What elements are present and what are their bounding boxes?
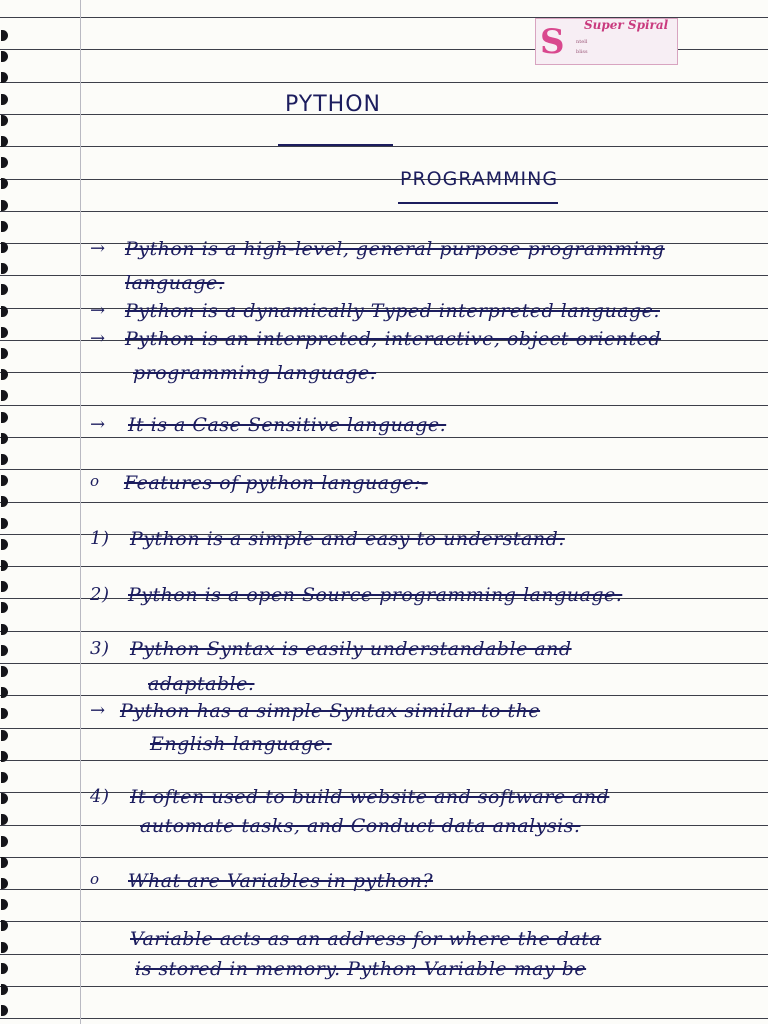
logo-line-1: ntell [576,39,588,45]
note-line: What are Variables in python? [128,870,434,892]
logo-line-2: bliss [576,49,588,55]
bullet-marker: → [90,414,106,435]
rule-line [0,211,768,212]
title-line-2: PROGRAMMING [400,168,559,190]
spiral-hole [1,30,8,41]
note-line: Variable acts as an address for where the data [130,928,602,950]
note-line: It often used to build website and software and [130,786,610,808]
spiral-hole [1,348,8,359]
spiral-hole [1,857,8,868]
bullet-marker: 2) [90,584,110,605]
note-line: adaptable. [148,673,255,695]
spiral-hole [1,836,8,847]
spiral-hole [1,284,8,295]
bullet-marker: → [90,238,106,259]
note-line: Python is an interpreted, interactive, object-oriented [125,328,662,350]
spiral-hole [1,942,8,953]
bullet-marker: 1) [90,528,110,549]
spiral-hole [1,963,8,974]
note-line: It is a Case Sensitive language. [128,414,447,436]
spiral-hole [1,51,8,62]
spiral-hole [1,687,8,698]
spiral-hole [1,390,8,401]
spiral-hole [1,115,8,126]
spiral-hole [1,560,8,571]
note-line: is stored in memory. Python Variable may be [135,958,587,980]
bullet-marker: 3) [90,638,110,659]
spiral-hole [1,454,8,465]
rule-line [0,146,768,147]
note-line: Python is a dynamically Typed interpreted language. [125,300,660,322]
bullet-marker: o [90,870,100,888]
title-line-1: PYTHON [285,92,381,117]
spiral-hole [1,666,8,677]
rule-line [0,921,768,922]
rule-line [0,179,768,180]
spiral-hole [1,433,8,444]
rule-line [0,566,768,567]
spiral-hole [1,730,8,741]
rule-line [0,502,768,503]
rule-line [0,695,768,696]
spiral-hole [1,327,8,338]
rule-line [0,469,768,470]
rule-line [0,114,768,115]
bullet-marker: → [90,700,106,721]
rule-line [0,857,768,858]
spiral-hole [1,624,8,635]
note-line: Python is a high-level, general purpose programming [125,238,665,260]
spiral-hole [1,920,8,931]
note-line: English language. [150,733,332,755]
spiral-hole [1,200,8,211]
rule-line [0,1018,768,1019]
bullet-marker: o [90,472,100,490]
rule-line [0,437,768,438]
note-line: Python has a simple Syntax similar to the [120,700,541,722]
bullet-marker: 4) [90,786,110,807]
note-line: automate tasks, and Conduct data analysis. [140,815,581,837]
spiral-hole [1,178,8,189]
logo-brand: Super Spiral [584,18,669,32]
rule-line [0,372,768,373]
spiral-hole [1,263,8,274]
rule-line [0,82,768,83]
rule-line [0,275,768,276]
spiral-hole [1,369,8,380]
spiral-hole [1,793,8,804]
spiral-hole [1,772,8,783]
spiral-hole [1,412,8,423]
margin-line [80,0,81,1024]
rule-line [0,405,768,406]
notebook-logo [535,18,678,65]
bullet-marker: → [90,328,106,349]
spiral-hole [1,496,8,507]
spiral-hole [1,899,8,910]
spiral-hole [1,1005,8,1016]
note-line: Python is a simple and easy to understand. [130,528,565,550]
spiral-hole [1,878,8,889]
spiral-hole [1,581,8,592]
rule-line [0,986,768,987]
note-line: programming language. [133,362,377,384]
rule-line [0,728,768,729]
rule-line [0,631,768,632]
title-underline-2 [398,202,558,204]
spiral-hole [1,475,8,486]
bullet-marker: → [90,300,106,321]
rule-line [0,663,768,664]
note-line: Python Syntax is easily understandable and [130,638,572,660]
spiral-hole [1,645,8,656]
note-line: Features of python language:- [124,472,428,494]
spiral-hole [1,602,8,613]
spiral-hole [1,94,8,105]
spiral-hole [1,984,8,995]
spiral-hole [1,242,8,253]
rule-line [0,954,768,955]
note-line: language. [125,272,225,294]
title-underline-1 [278,144,393,146]
spiral-hole [1,708,8,719]
note-line: Python is a open Source programming language. [128,584,623,606]
logo-s-icon: S [540,22,565,62]
spiral-hole [1,157,8,168]
spiral-hole [1,221,8,232]
spiral-hole [1,518,8,529]
spiral-hole [1,539,8,550]
rule-line [0,760,768,761]
